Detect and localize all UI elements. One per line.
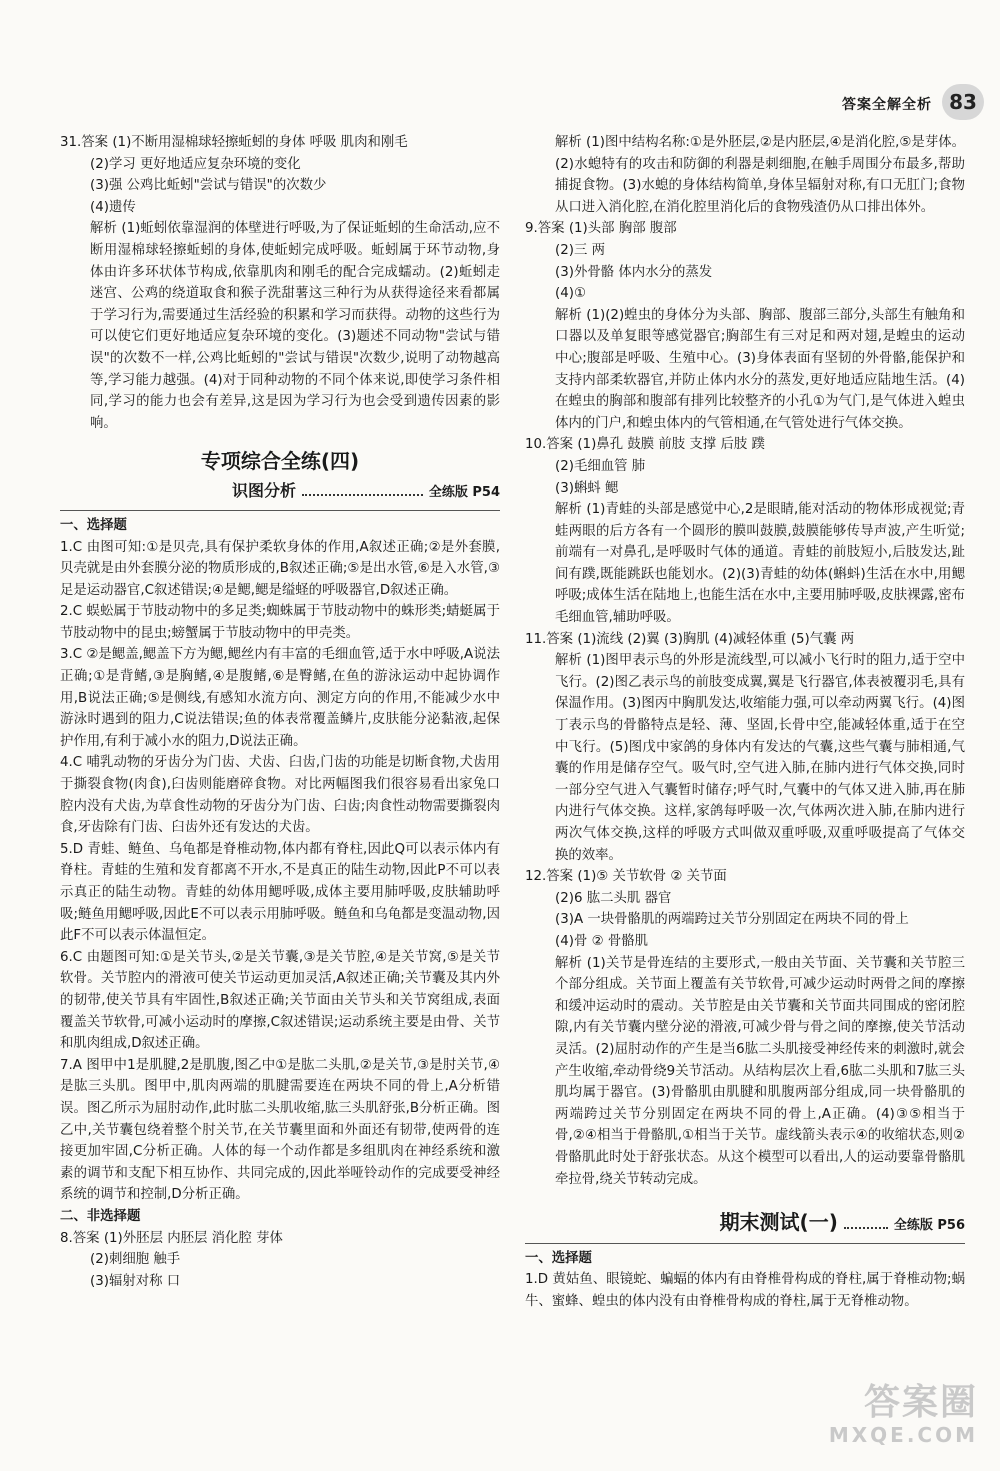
leader-dots: [302, 484, 423, 496]
q12-line: 12.答案 (1)⑤ 关节软骨 ② 关节面: [525, 869, 727, 885]
q9-line: (3)外骨骼 体内水分的蒸发: [555, 264, 713, 280]
exam-title: 期末测试(一): [719, 1210, 838, 1235]
q8-line: (3)辐射对称 口: [90, 1273, 181, 1289]
question-31: [60, 132, 500, 434]
q10-line: (2)毛细血管 肺: [555, 458, 646, 474]
part-heading-nonchoice: 二、非选择题: [60, 1208, 141, 1224]
question-12: [525, 866, 965, 1190]
choice-line: 5.D 青蛙、鲢鱼、乌龟都是脊椎动物,体内都有脊柱,因此Q可以表示体内有脊柱。青蛙的生殖和发育都离不开水,不是真正的陆生动物,因此P不可以表示真正的陆生动物。青蛙的幼体用鳃呼吸,成体主要用肺呼吸,皮肤辅助呼吸;鲢鱼用鳃呼吸,因此E不可以表示用肺呼吸。鲢鱼和乌龟都是变温动物,因此F不可以表示体温恒定。: [60, 841, 500, 944]
choice-line: 3.C ②是鳃盖,鳃盖下方为鳃,鳃丝内有丰富的毛细血管,适于水中呼吸,A说法正确;①是背鳍,③是胸鳍,④是腹鳍,⑥是臀鳍,在鱼的游泳运动中起协调作用,B说法正确;⑤是侧线,有感知水流方向、测定方向的作用,不能减少水中游泳时遇到的阻力,C说法错误;鱼的体表常覆盖鳞片,皮肤能分泌黏液,起保护作用,有利于减小水的阻力,D说法正确。: [60, 647, 500, 749]
choice-line: 7.A 图甲中1是肌腱,2是肌腹,图乙中①是肱二头肌,②是关节,③是肘关节,④是肱三头肌。图甲中,肌肉两端的肌腱需要连在两块不同的骨上,A分析错误。图乙所示为屈肘动作,此时肱二头肌收缩,肱三头肌舒张,B分析正确。图乙中,关节囊包绕着整个肘关节,在关节囊里面和外面还有韧带,使两骨的连接更加牢固,C分析正确。人体的每一个动作都是多组肌肉在神经系统和激素的调节和支配下相互协作、共同完成的,因此举哑铃动作的完成要受神经系统的调节和控制,D分析正确。: [60, 1057, 500, 1203]
part-heading-choice: 一、选择题: [60, 517, 127, 533]
q10-line: (3)蝌蚪 鳃: [555, 480, 619, 496]
q10-line: 10.答案 (1)鼻孔 鼓膜 前肢 支撑 后肢 蹼: [525, 437, 765, 453]
exam-part-heading: 一、选择题: [525, 1250, 592, 1266]
choice-line: 2.C 蜈蚣属于节肢动物中的多足类;蜘蛛属于节肢动物中的蛛形类;蜻蜓属于节肢动物中的昆虫;螃蟹属于节肢动物中的甲壳类。: [60, 604, 500, 641]
q31-line: (2)学习 更好地适应复杂环境的变化: [90, 156, 301, 172]
header-title: 答案全解全析: [842, 97, 932, 113]
q9-line: 解析 (1)(2)蝗虫的身体分为头部、胸部、腹部三部分,头部生有触角和口器以及单复眼等感觉器官;胸部生有三对足和两对翅,是蝗虫的运动中心;腹部是呼吸、生殖中心。(3)身体表面有坚韧的外骨骼,能保护和支持内部柔软器官,并防止体内水分的蒸发,更好地适应陆地生活。(4)在蝗虫的胸部和腹部有排列比较整齐的小孔①为气门,是气体进入蝗虫体内的门户,和蝗虫体内的气管相通,在气管处进行气体交换。: [555, 307, 965, 431]
watermark-logo: [808, 1383, 978, 1453]
q8-analysis: 解析 (1)图中结构名称:①是外胚层,②是内胚层,④是消化腔,⑤是芽体。(2)水螅特有的攻击和防御的利器是刺细胞,在触手周围分布最多,帮助捕捉食物。(3)水螅的身体结构简单,身体呈辐射对称,有口无肛门;食物从口进入消化腔,在消化腔里消化后的食物残渣仍从口排出体外。: [555, 135, 965, 215]
q10-line: 解析 (1)青蛙的头部是感觉中心,2是眼睛,能对活动的物体形成视觉;青蛙两眼的后方各有一个圆形的膜叫鼓膜,鼓膜能够传导声波,产生听觉;前端有一对鼻孔,是呼吸时气体的通道。青蛙的前肢短小,后肢发达,趾间有蹼,既能跳跃也能划水。(2)(3)青蛙的幼体(蝌蚪)生活在水中,用鳃呼吸;成体生活在陆地上,也能生活在水中,主要用肺呼吸,皮肤裸露,密布毛细血管,辅助呼吸。: [555, 502, 965, 626]
q11-line: 11.答案 (1)流线 (2)翼 (3)胸肌 (4)减轻体重 (5)气囊 两: [525, 631, 855, 647]
choice-line: 4.C 哺乳动物的牙齿分为门齿、犬齿、臼齿,门齿的功能是切断食物,犬齿用于撕裂食物(肉食),臼齿则能磨碎食物。对比两幅图我们很容易看出家兔口腔内没有犬齿,为草食性动物的牙齿分为门齿、臼齿;肉食性动物需要撕裂肉食,牙齿除有门齿、臼齿外还有发达的犬齿。: [60, 755, 500, 836]
divider: [60, 510, 500, 511]
page-header: [0, 0, 1000, 130]
q31-line: (4)遗传: [90, 199, 136, 215]
choice-line: 6.C 由题图可知:①是关节头,②是关节囊,③是关节腔,④是关节窝,⑤是关节软骨。关节腔内的滑液可使关节运动更加灵活,A叙述正确;关节囊及其内外的韧带,使关节具有牢固性,B叙述正确;关节面由关节头和关节窝组成,表面覆盖关节软骨,可减小运动时的摩擦,C叙述错误;运动系统主要是由骨、关节和肌肉组成,D叙述正确。: [60, 949, 500, 1052]
question-8: [60, 1228, 500, 1293]
exam-ref: 全练版 P56: [893, 1218, 965, 1234]
subsection-ref: 全练版 P54: [428, 485, 500, 501]
leader-dots: [844, 1217, 888, 1229]
q12-line: (2)6 肱二头肌 器官: [555, 890, 672, 906]
section-title: 专项综合全练(四): [200, 449, 360, 474]
choice-answers: [60, 537, 500, 1206]
watermark-url: MXQE.COM: [828, 1423, 978, 1447]
subsection-header: [60, 480, 500, 504]
q11-line: 解析 (1)图甲表示鸟的外形是流线型,可以减小飞行时的阻力,适于空中飞行。(2)图乙表示鸟的前肢变成翼,翼是飞行器官,体表被覆羽毛,具有保温作用。(3)图丙中胸肌发达,收缩能力强,可以牵动两翼飞行。(4)图丁表示鸟的骨骼特点是轻、薄、坚固,长骨中空,能减轻体重,适于在空中飞行。(5)图戊中家鸽的身体内有发达的气囊,这些气囊与肺相通,气囊的作用是储存空气。吸气时,空气进入肺,在肺内进行气体交换,同时一部分空气进入气囊暂时储存;呼气时,气囊中的气体又进入肺,再在肺内进行气体交换。这样,家鸽每呼吸一次,气体两次进入肺,在肺内进行两次气体交换,这样的呼吸方式叫做双重呼吸,双重呼吸提高了气体交换的效率。: [555, 653, 965, 863]
subsection-title: 识图分析: [232, 481, 297, 501]
q9-line: (4)①: [555, 286, 586, 302]
page-number: 83: [942, 84, 984, 120]
q31-line: 31.答案 (1)不断用湿棉球轻擦蚯蚓的身体 呼吸 肌肉和刚毛: [60, 135, 408, 150]
q9-line: 9.答案 (1)头部 胸部 腹部: [525, 221, 677, 237]
q12-line: (3)A 一块骨骼肌的两端跨过关节分别固定在两块不同的骨上: [555, 912, 909, 928]
q12-line: 解析 (1)关节是骨连结的主要形式,一般由关节面、关节囊和关节腔三个部分组成。关节面上覆盖有关节软骨,可减少运动时两骨之间的摩擦和缓冲运动时的震动。关节腔是由关节囊和关节面共同围成的密闭腔隙,内有关节囊内壁分泌的滑液,可减少骨与骨之间的摩擦,使关节活动灵活。(2)屈肘动作的产生是当6肱二头肌接受神经传来的刺激时,就会产生收缩,牵动骨绕9关节活动。从结构层次上看,6肱二头肌和7肱三头肌均属于器官。(3)骨骼肌由肌腱和肌腹两部分组成,同一块骨骼肌的两端跨过关节分别固定在两块不同的骨上,A正确。(4)③⑤相当于骨,②④相当于骨骼肌,①相当于关节。虚线箭头表示④的收缩状态,则②骨骼肌此时处于舒张状态。从这个模型可以看出,人的运动要靠骨骼肌牵拉骨,绕关节转动完成。: [555, 955, 965, 1187]
q8-line: (2)刺细胞 触手: [90, 1252, 181, 1268]
q12-line: (4)骨 ② 骨骼肌: [555, 933, 649, 949]
right-column: [525, 132, 965, 1312]
q31-line: 解析 (1)蚯蚓依靠湿润的体壁进行呼吸,为了保证蚯蚓的生命活动,应不断用湿棉球轻擦蚯蚓的身体,使蚯蚓完成呼吸。蚯蚓属于环节动物,身体由许多环状体节构成,依靠肌肉和刚毛的配合完成蠕动。(2)蚯蚓走迷宫、公鸡的绕道取食和猴子洗甜薯这三种行为从获得途径来看都属于学习行为,需要通过生活经验的积累和学习而获得。动物的这些行为可以使它们更好地适应复杂环境的变化。(3)题述不同动物"尝试与错误"的次数不一样,公鸡比蚯蚓的"尝试与错误"次数少,说明了动物越高等,学习能力越强。(4)对于同种动物的不同个体来说,即使学习条件相同,学习的能力也会有差异,这是因为学习行为也会受到遗传因素的影响。: [90, 221, 500, 431]
q9-line: (2)三 两: [555, 242, 606, 258]
q8-line: 8.答案 (1)外胚层 内胚层 消化腔 芽体: [60, 1230, 283, 1246]
question-11: [525, 629, 965, 867]
divider: [525, 1243, 965, 1244]
question-10: [525, 434, 965, 628]
q31-line: (3)强 公鸡比蚯蚓"尝试与错误"的次数少: [90, 178, 327, 194]
choice-line: 1.C 由图可知:①是贝壳,具有保护柔软身体的作用,A叙述正确;②是外套膜,贝壳就是由外套膜分泌的物质形成的,B叙述正确;⑤是出水管,⑥是入水管,③足是运动器官,C叙述错误;④是鳃,鳃是缢蛏的呼吸器官,D叙述正确。: [60, 539, 500, 598]
left-column: [60, 132, 500, 1292]
watermark-text: 答案圈: [863, 1382, 978, 1423]
exam-header: [525, 1212, 965, 1237]
exam-answer-1: 1.D 黄姑鱼、眼镜蛇、蝙蝠的体内有由脊椎骨构成的脊柱,属于脊椎动物;蜗牛、蜜蜂、蝗虫的体内没有由脊椎骨构成的脊柱,属于无脊椎动物。: [525, 1272, 965, 1309]
question-9: [525, 218, 965, 434]
